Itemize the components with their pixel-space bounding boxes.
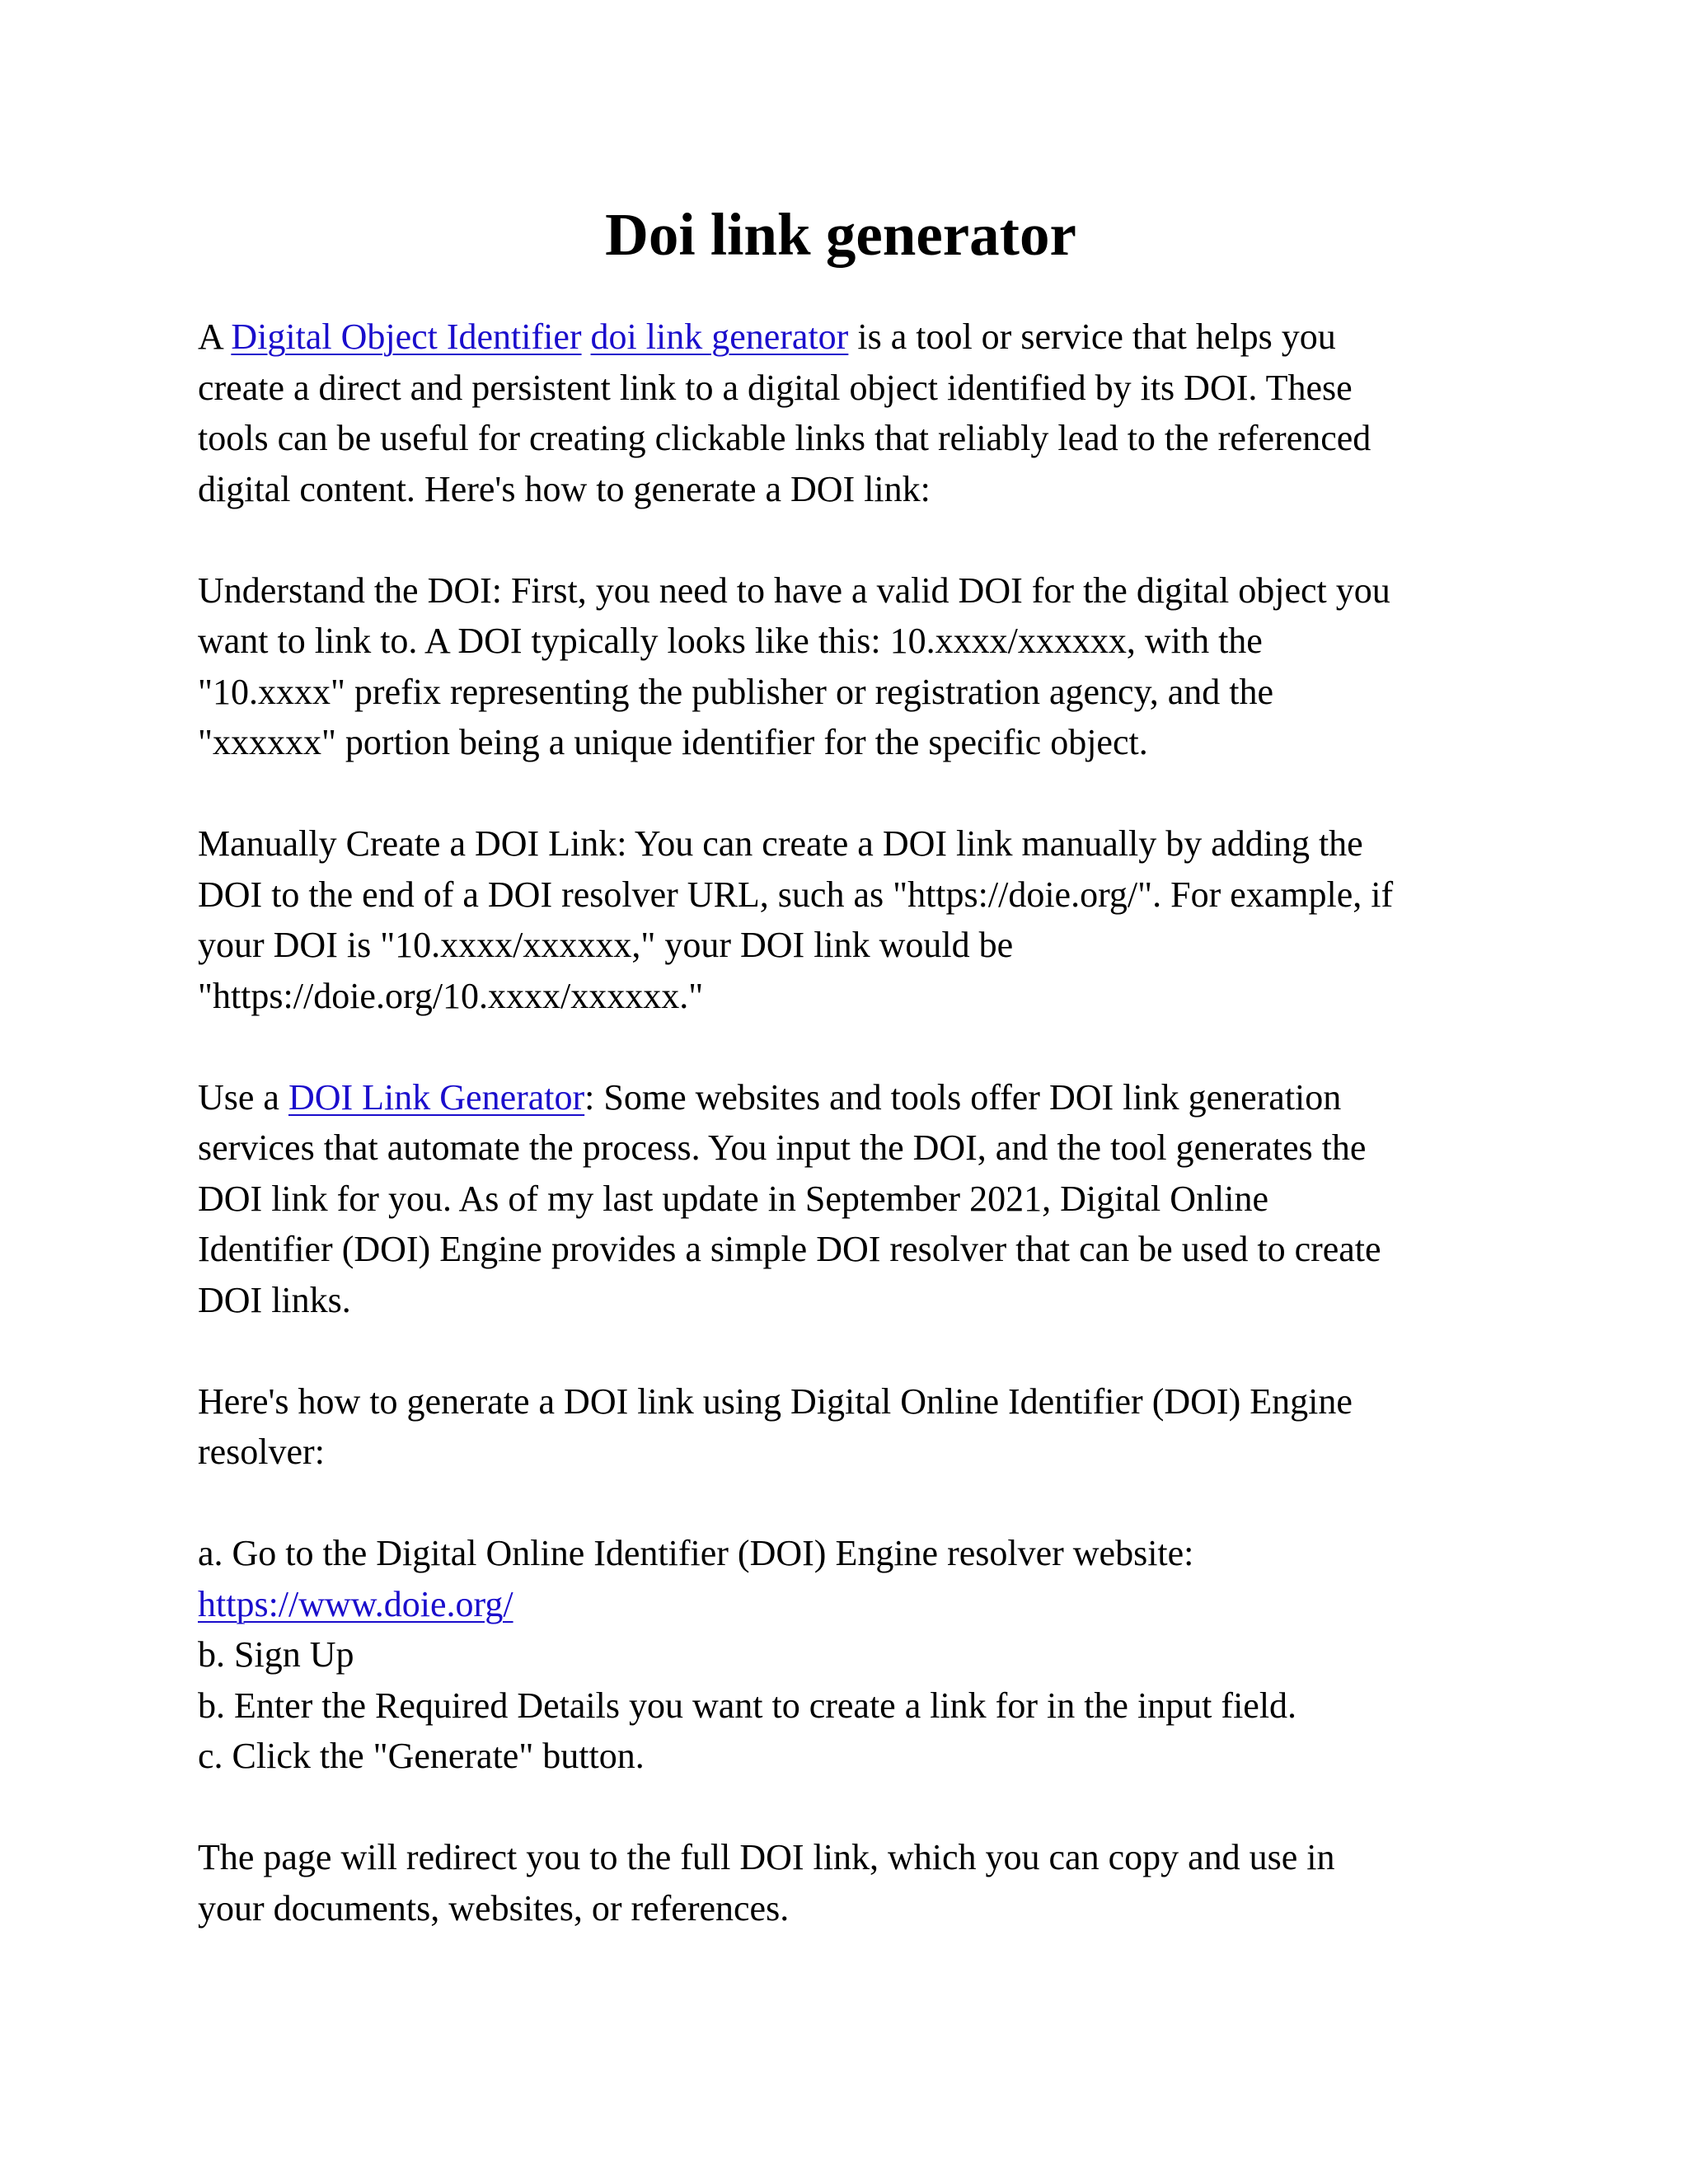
generator-prefix: Use a — [198, 1076, 288, 1118]
step-a-link-line — [198, 1579, 1484, 1630]
intro-space — [582, 316, 591, 357]
doie-website-link[interactable]: https://www.doie.org/ — [198, 1583, 513, 1624]
understand-paragraph — [198, 565, 1484, 768]
generator-line-5: DOI links. — [198, 1279, 351, 1320]
page-title: Doi link generator — [605, 201, 1076, 268]
understand-line-1: Understand the DOI: First, you need to have a valid DOI for the digital object you — [198, 569, 1390, 611]
manual-line-3: your DOI is "10.xxxx/xxxxxx," your DOI link would be — [198, 925, 1014, 965]
intro-line-1-suffix: is a tool or service that helps you — [848, 316, 1336, 357]
doi-link-generator-link[interactable]: doi link generator — [590, 316, 849, 357]
generator-paragraph — [198, 1072, 1484, 1326]
closing-line-1: The page will redirect you to the full DOI link, which you can copy and use in — [198, 1837, 1335, 1877]
intro-line-3: tools can be useful for creating clickable links that reliably lead to the referenced — [198, 418, 1372, 458]
generator-line-1 — [198, 1072, 1484, 1123]
manual-line-1: Manually Create a DOI Link: You can create a DOI link manually by adding the — [198, 823, 1363, 864]
manual-line-2: DOI to the end of a DOI resolver URL, such as "https://doie.org/". For example, if — [198, 874, 1394, 915]
intro-prefix: A — [198, 316, 232, 357]
document-page — [198, 198, 1484, 1985]
understand-line-3: "10.xxxx" prefix representing the publisher or registration agency, and the — [198, 671, 1274, 712]
step-c: c. Click the "Generate" button. — [198, 1736, 645, 1776]
intro-line-1 — [198, 312, 1484, 363]
understand-line-2: want to link to. A DOI typically looks like this: 10.xxxx/xxxxxx, with the — [198, 621, 1263, 661]
closing-line-2: your documents, websites, or references. — [198, 1887, 790, 1929]
step-a: a. Go to the Digital Online Identifier (DOI) Engine resolver website: — [198, 1533, 1194, 1573]
generator-line-4: Identifier (DOI) Engine provides a simple DOI resolver that can be used to create — [198, 1229, 1381, 1269]
howto-line-2: resolver: — [198, 1432, 325, 1472]
steps-list — [198, 1528, 1484, 1782]
generator-line-2: services that automate the process. You input the DOI, and the tool generates the — [198, 1127, 1367, 1168]
understand-line-4: "xxxxxx" portion being a unique identifier for the specific object. — [198, 722, 1148, 762]
manual-line-4: "https://doie.org/10.xxxx/xxxxxx." — [198, 975, 704, 1016]
howto-paragraph — [198, 1376, 1484, 1478]
intro-line-4: digital content. Here's how to generate a DOI link: — [198, 468, 931, 509]
step-b-enter-details: b. Enter the Required Details you want to create a link for in the input field. — [198, 1685, 1297, 1726]
intro-line-2: create a direct and persistent link to a digital object identified by its DOI. These — [198, 367, 1353, 408]
intro-paragraph — [198, 312, 1484, 514]
step-b-sign-up: b. Sign Up — [198, 1634, 354, 1675]
generator-line-3: DOI link for you. As of my last update in September 2021, Digital Online — [198, 1178, 1269, 1219]
doi-link-generator-link-2[interactable]: DOI Link Generator — [288, 1076, 585, 1118]
howto-line-1: Here's how to generate a DOI link using Digital Online Identifier (DOI) Engine — [198, 1380, 1353, 1422]
generator-line-1-suffix: : Some websites and tools offer DOI link generation — [584, 1076, 1342, 1118]
manual-paragraph — [198, 818, 1484, 1021]
digital-object-identifier-link[interactable]: Digital Object Identifier — [231, 316, 582, 357]
closing-paragraph — [198, 1832, 1484, 1933]
